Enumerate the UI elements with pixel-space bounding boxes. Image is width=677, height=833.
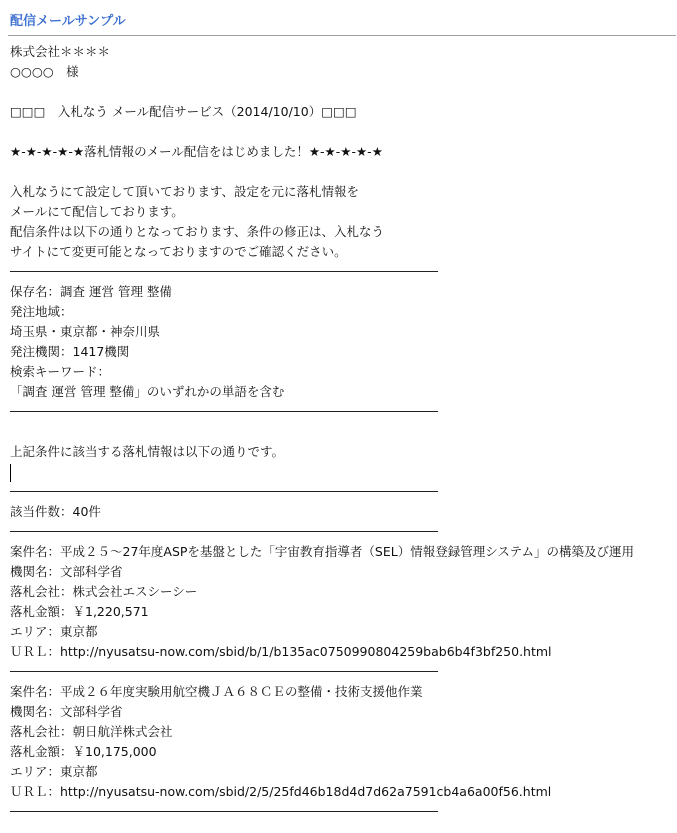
- condition-save-name: 保存名：調査 運営 管理 整備: [10, 284, 172, 299]
- condition-keyword-value: 「調査 運営 管理 整備」のいずれかの単語を含む: [10, 384, 285, 399]
- section-divider: [10, 671, 438, 672]
- blank-line: [10, 122, 674, 142]
- section-divider: [10, 531, 438, 532]
- page-title: 配信メールサンプル: [10, 14, 126, 29]
- result-agency: 機関名：文部科学省: [10, 564, 123, 579]
- blank-line: [10, 162, 674, 182]
- mail-body: [10, 42, 674, 822]
- condition-agency-count: 発注機関：1417機関: [10, 344, 130, 359]
- result-area: エリア：東京都: [10, 764, 98, 779]
- intro-line: サイトにて変更可能となっておりますのでご確認ください。: [10, 244, 347, 259]
- blank-line: [10, 422, 674, 442]
- result-case-name: 案件名：平成２６年度実験用航空機ＪＡ６８ＣＥの整備・技術支援他作業: [10, 684, 423, 699]
- result-url[interactable]: ＵＲＬ：http://nyusatsu-now.com/sbid/b/1/b135ac0750990804259bab6b4f3bf250.html: [10, 644, 552, 659]
- result-agency: 機関名：文部科学省: [10, 704, 123, 719]
- announcement: ★-★-★-★-★落札情報のメール配信をはじめました！★-★-★-★-★: [10, 144, 383, 159]
- result-item: [10, 682, 674, 802]
- blank-line: [10, 82, 674, 102]
- result-area: エリア：東京都: [10, 624, 98, 639]
- company-name: 株式会社＊＊＊＊: [10, 44, 111, 59]
- result-amount: 落札金額：￥10,175,000: [10, 744, 157, 759]
- text-caret: [10, 464, 11, 482]
- intro-line: メールにて配信しております。: [10, 204, 184, 219]
- result-case-name: 案件名：平成２５～27年度ASPを基盤とした「宇宙教育指導者（SEL）情報登録管理システム」の構築及び運用: [10, 544, 634, 559]
- result-count: 該当件数：40件: [10, 504, 101, 519]
- intro-line: 配信条件は以下の通りとなっております、条件の修正は、入札なう: [10, 224, 385, 239]
- result-url[interactable]: ＵＲＬ：http://nyusatsu-now.com/sbid/2/5/25fd46b18d4d7d62a7591cb4a6a00f56.html: [10, 784, 552, 799]
- condition-region-label: 発注地域：: [10, 304, 73, 319]
- result-winner: 落札会社：株式会社エスシーシー: [10, 584, 198, 599]
- service-header: □□□ 入札なう メール配信サービス（2014/10/10）□□□: [10, 104, 357, 119]
- section-divider: [10, 271, 438, 272]
- condition-keyword-label: 検索キーワード：: [10, 364, 111, 379]
- intro-line: 入札なうにて設定して頂いております、設定を元に落札情報を: [10, 184, 360, 199]
- result-winner: 落札会社：朝日航洋株式会社: [10, 724, 173, 739]
- recipient-name: ○○○○ 様: [10, 64, 79, 79]
- title-divider: [8, 35, 676, 36]
- result-amount: 落札金額：￥1,220,571: [10, 604, 149, 619]
- section-divider: [10, 491, 438, 492]
- text-cursor: [10, 462, 674, 482]
- result-intro: 上記条件に該当する落札情報は以下の通りです。: [10, 444, 285, 459]
- result-item: [10, 542, 674, 662]
- section-divider: [10, 411, 438, 412]
- section-divider: [10, 811, 438, 812]
- condition-region-value: 埼玉県・東京都・神奈川県: [10, 324, 161, 339]
